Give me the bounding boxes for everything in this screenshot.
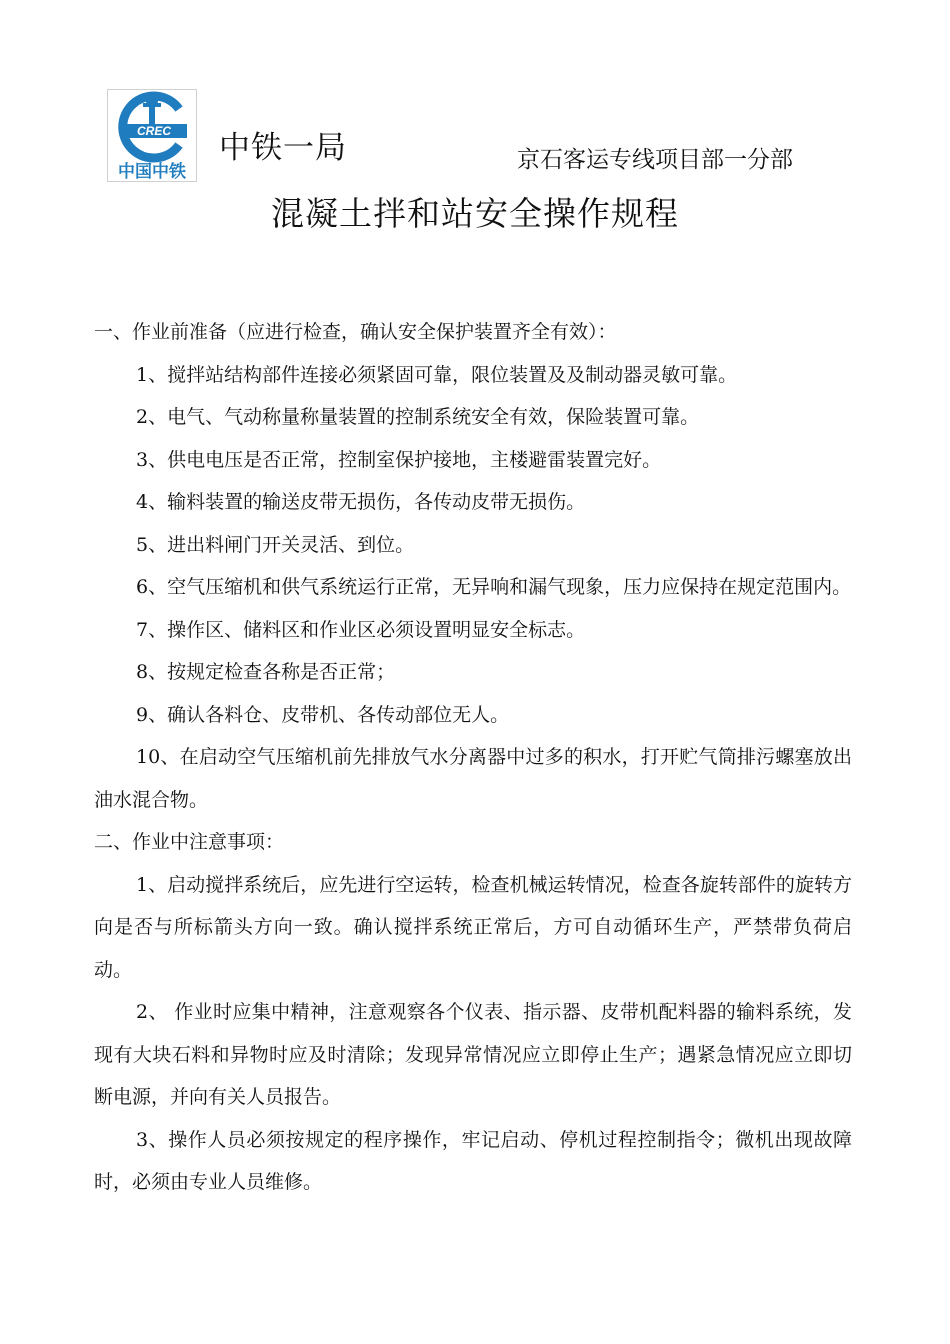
list-item: 9、确认各料仓、皮带机、各传动部位无人。 [136, 703, 510, 726]
creg-logo-icon [107, 89, 197, 182]
list-item: 2、 作业时应集中精神，注意观察各个仪表、指示器、皮带机配料器的输料系统，发现有大块石料和异物时应及时清除；发现异常情况应立即停止生产；遇紧急情况应立即切断电源，并向有关人员报告。 [94, 1001, 852, 1108]
list-item: 3、操作人员必须按规定的程序操作，牢记启动、停机过程控制指令；微机出现故障时，必须由专业人员维修。 [94, 1128, 852, 1193]
logo-caption: 中国中铁 [118, 162, 186, 182]
list-item: 7、操作区、储料区和作业区必须设置明显安全标志。 [136, 618, 586, 641]
list-item: 2、电气、气动称量称量装置的控制系统安全有效，保险装置可靠。 [136, 406, 700, 428]
list-item: 4、输料装置的输送皮带无损伤，各传动皮带无损伤。 [136, 491, 586, 513]
document-title: 混凝土拌和站安全操作规程 [271, 194, 679, 233]
logo-mark-text: CREC [136, 124, 172, 138]
document-body [94, 311, 852, 1204]
list-item: 3、供电电压是否正常，控制室保护接地，主楼避雷装置完好。 [136, 448, 662, 471]
list-item: 8、按规定检查各称是否正常； [136, 661, 396, 683]
list-item: 1、启动搅拌系统后，应先进行空运转，检查机械运转情况，检查各旋转部件的旋转方向是否与所标箭头方向一致。确认搅拌系统正常后，方可自动循环生产，严禁带负荷启动。 [94, 873, 852, 981]
list-item: 10、在启动空气压缩机前先排放气水分离器中过多的积水，打开贮气筒排污螺塞放出油水混合物。 [94, 746, 852, 811]
list-item: 1、搅拌站结构部件连接必须紧固可靠，限位装置及及制动器灵敏可靠。 [136, 363, 738, 386]
section-heading: 二、作业中注意事项： [94, 831, 285, 853]
org-name: 中铁一局 [219, 130, 347, 166]
department-name: 京石客运专线项目部一分部 [517, 147, 793, 173]
list-item: 5、进出料闸门开关灵活、到位。 [136, 533, 415, 556]
company-logo [107, 89, 197, 182]
section-heading: 一、作业前准备（应进行检查，确认安全保护装置齐全有效）： [94, 321, 617, 343]
list-item: 6、空气压缩机和供气系统运行正常，无异响和漏气现象，压力应保持在规定范围内。 [136, 576, 852, 598]
